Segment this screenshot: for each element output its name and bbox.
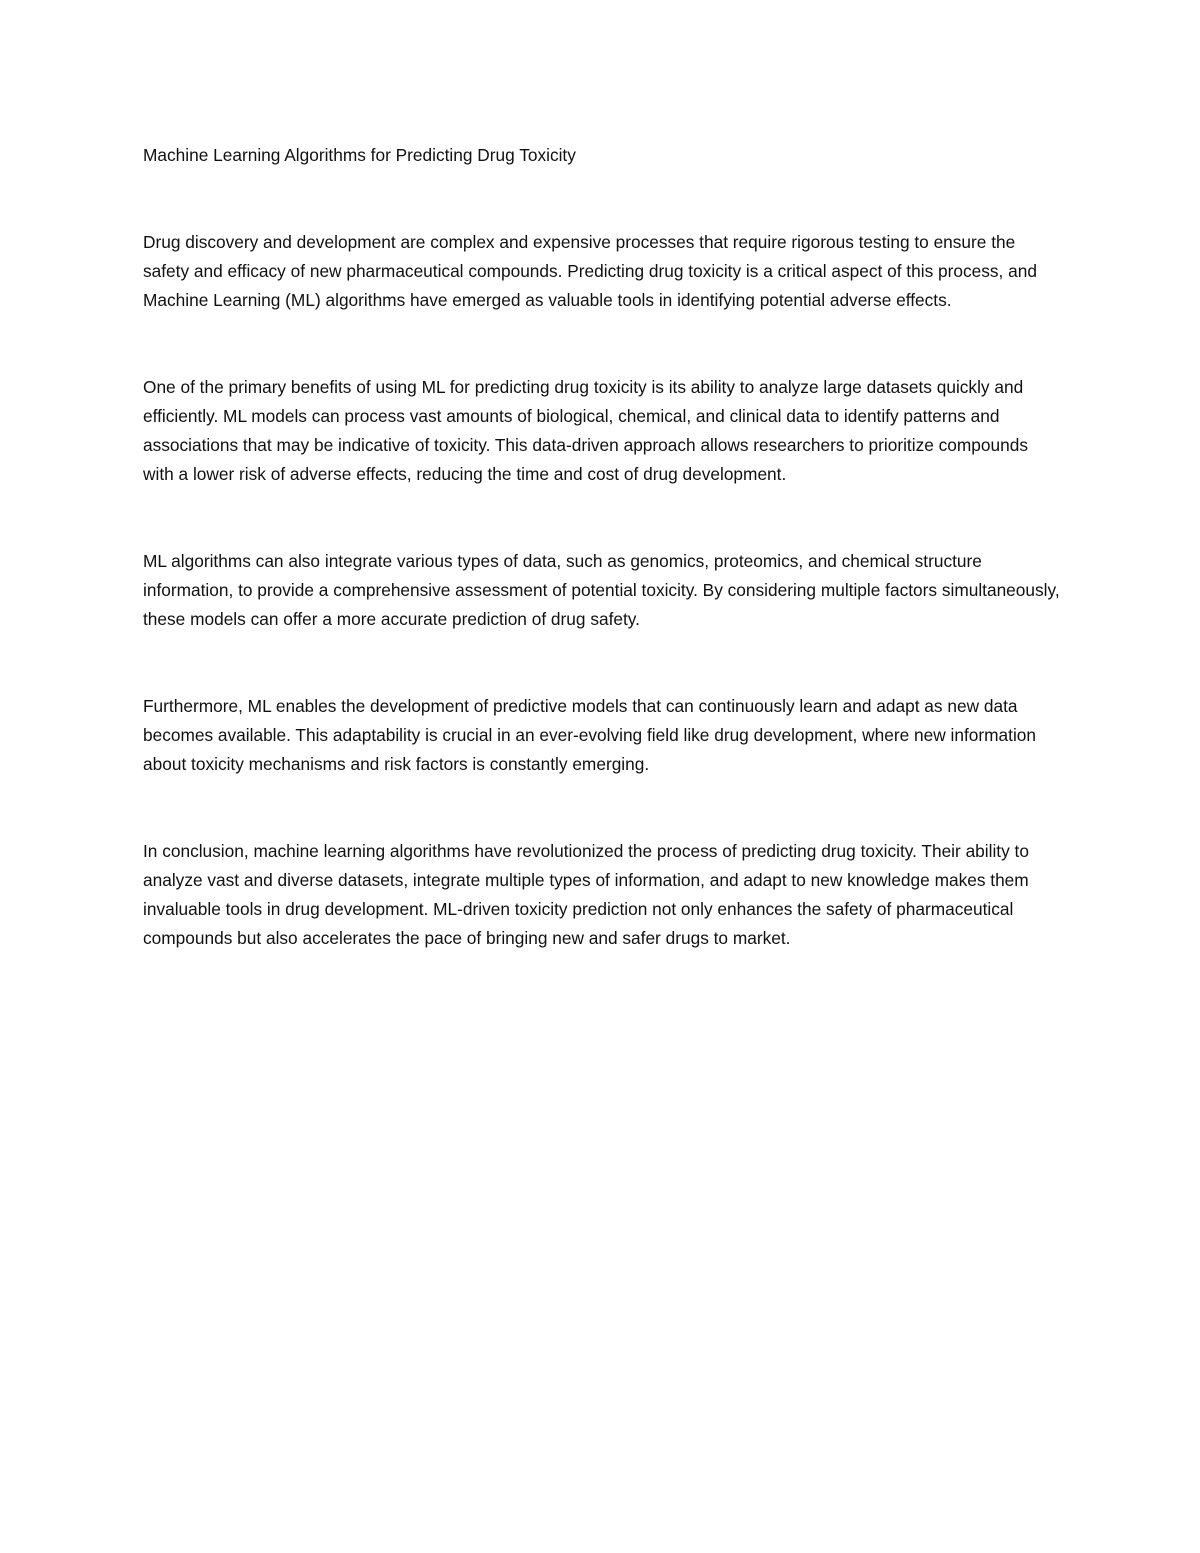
paragraph-benefits: One of the primary benefits of using ML for predicting drug toxicity is its ability to analyze large datasets quickly and efficiently. ML models can process vast amounts of biological, chemical, and clinical data to identify patterns and associations that may be indicative of toxicity. This data-driven approach allows researchers to prioritize compounds with a lower risk of adverse effects, reducing the time and cost of drug development. bbox=[143, 377, 1028, 484]
paragraph-adaptability: Furthermore, ML enables the development of predictive models that can continuously learn and adapt as new data becomes available. This adaptability is crucial in an ever-evolving field like drug development, where new information about toxicity mechanisms and risk factors is constantly emerging. bbox=[143, 696, 1037, 774]
paragraph-data-integration: ML algorithms can also integrate various types of data, such as genomics, proteomics, and chemical structure information, to provide a comprehensive assessment of potential toxicity. By considering multiple factors simultaneously, these models can offer a more accurate prediction of drug safety. bbox=[143, 551, 1060, 629]
document-body bbox=[143, 141, 1063, 953]
paragraph-conclusion: In conclusion, machine learning algorithms have revolutionized the process of predicting drug toxicity. Their ability to analyze vast and diverse datasets, integrate multiple types of information, and adapt to new knowledge makes them invaluable tools in drug development. ML-driven toxicity prediction not only enhances the safety of pharmaceutical compounds but also accelerates the pace of bringing new and safer drugs to market. bbox=[143, 841, 1029, 948]
document-title: Machine Learning Algorithms for Predicting Drug Toxicity bbox=[143, 145, 576, 165]
paragraph-introduction: Drug discovery and development are complex and expensive processes that require rigorous testing to ensure the safety and efficacy of new pharmaceutical compounds. Predicting drug toxicity is a critical aspect of this process, and Machine Learning (ML) algorithms have emerged as valuable tools in identifying potential adverse effects. bbox=[143, 232, 1037, 310]
